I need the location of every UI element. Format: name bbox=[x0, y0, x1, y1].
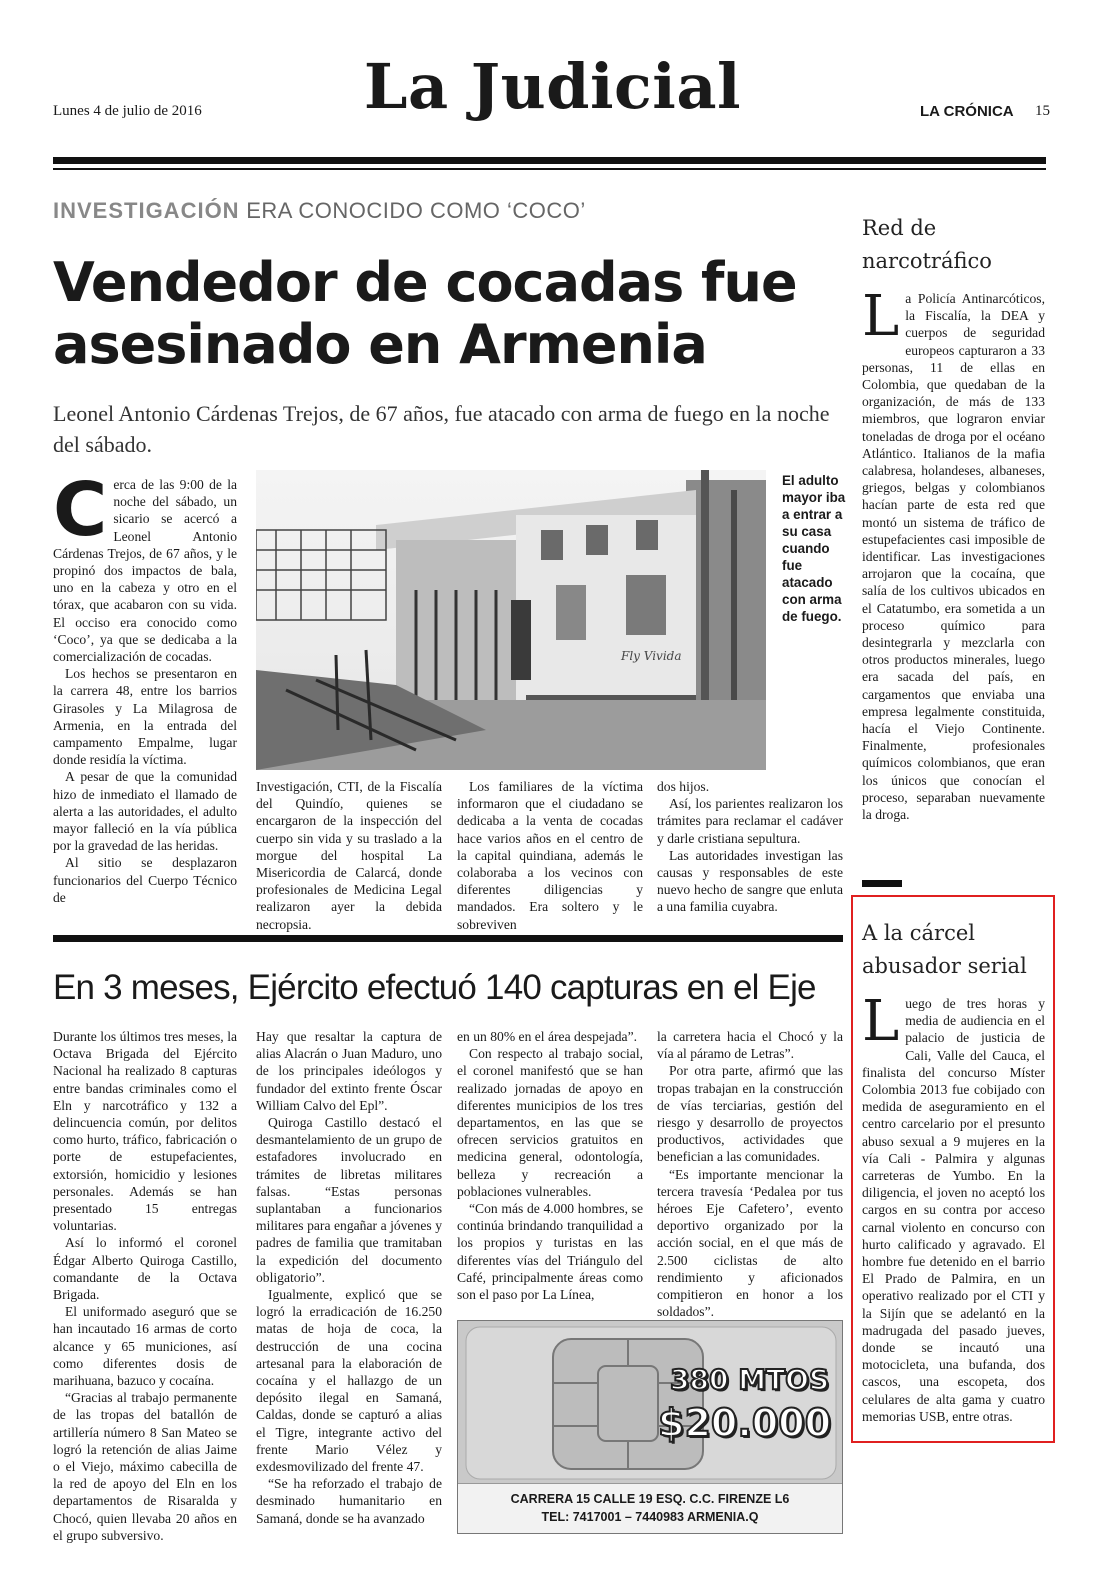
house-photo-illustration bbox=[256, 470, 766, 770]
paragraph: “Es importante mencionar la tercera travesía ‘Pedalea por tus héroes Eje Cafetero’, evento deportivo organizado por la acción social, en el que más de 2.500 ciclistas de alto rendimiento y aficionados compitieron en honor a los soldados”. bbox=[657, 1166, 843, 1320]
kicker-text: ERA CONOCIDO COMO ‘COCO’ bbox=[246, 198, 586, 223]
paragraph: Por otra parte, afirmó que las tropas trabajan en la construcción de vías terciarias, gestión del riesgo y desarrollo de proyectos productivos, actividades que benefician a las comunidades. bbox=[657, 1063, 843, 1165]
header-rule-thick bbox=[53, 157, 1046, 164]
ad-phone: TEL: 7417001 – 7440983 ARMENIA.Q bbox=[541, 1510, 759, 1524]
paragraph: Con respecto al trabajo social, el coronel manifestó que se han realizado jornadas de apoyo en diferentes municipios de los tres departamentos, en las que se ofrecen servicios gratuitos en medicina general, odontología, belleza y recreación a poblaciones vulnerables. bbox=[457, 1046, 643, 1199]
paragraph: Los familiares de la víctima informaron que el ciudadano se dedicaba a la venta de cocadas hace varios años en el centro de la capital quindiana, además le colaboraba a los vecinos con diferentes diligencias y mandados. Era soltero y le sobreviven bbox=[457, 779, 643, 932]
paragraph: en un 80% en el área despejada”. bbox=[457, 1029, 638, 1044]
section-title: La Judicial bbox=[363, 50, 742, 123]
dropcap: L bbox=[862, 989, 900, 1054]
paragraph: “Gracias al trabajo permanente de las tropas del batallón de artillería número 8 San Mateo se logró la retención de alias Jaime o el Viejo, máximo cabecilla de la red de apoyo del Eln en los departamentos de Risaralda y Chocó, quien llevaba 20 años en el grupo subversivo. bbox=[53, 1390, 237, 1543]
article-kicker bbox=[53, 198, 586, 224]
paragraph: Así, los parientes realizaron los trámites para reclamar el cadáver y darle cristiana sepultura. bbox=[657, 796, 843, 846]
paragraph: Igualmente, explicó que se logró la erradicación de 16.250 matas de hoja de coca, la destrucción de una cocina artesanal para la elaboración de cocaína y el hallazgo de un depósito ilegal en Samaná, Caldas, donde se capturó a alias el Tigre, integrante activo del frente Mario Vélez y exdesmovilizado del frente 47. bbox=[256, 1287, 442, 1475]
paragraph: Cerca de las 9:00 de la noche del sábado, un sicario se acercó a Leonel Antonio Cárdenas Trejos, de 67 años, y le propinó dos impactos de bala, uno en la cabeza y otro en el tórax, que acabaron con su vida. El occiso era conocido como ‘Coco’, ya que se dedicaba a la comercialización de cocadas. bbox=[53, 467, 237, 665]
publication-name: LA CRÓNICA bbox=[920, 103, 1014, 120]
issue-date: Lunes 4 de julio de 2016 bbox=[53, 103, 202, 119]
article-column-3 bbox=[457, 778, 643, 933]
page-number: 15 bbox=[1035, 103, 1050, 119]
advertisement[interactable] bbox=[457, 1320, 843, 1534]
headline-line-1: Vendedor de cocadas fue bbox=[53, 251, 797, 314]
article-column-2 bbox=[256, 778, 442, 933]
second-article-column-4 bbox=[657, 1028, 843, 1320]
paragraph: Las autoridades investigan las causas y responsables de este nuevo hecho de sangre que enluta a una familia cuyabra. bbox=[657, 847, 843, 915]
ad-address: CARRERA 15 CALLE 19 ESQ. C.C. FIRENZE L6 bbox=[510, 1492, 790, 1506]
paragraph: Hay que resaltar la captura de alias Alacrán o Juan Maduro, uno de los principales ideólogos y fundador del extinto frente Óscar William Calvo del Epl”. bbox=[256, 1029, 442, 1113]
article-column-4 bbox=[657, 778, 843, 916]
article-photo bbox=[256, 470, 766, 770]
paragraph: Investigación, CTI, de la Fiscalía del Quindío, quienes se encargaron de la inspección del cuerpo sin vida y su traslado a la morgue del hospital La Misericordia de Calarcá, donde profesionales de Medicina Legal realizaron ayer la debida necropsia. bbox=[256, 779, 442, 932]
paragraph: “Con más de 4.000 hombres, se continúa brindando tranquilidad a los propios y turistas en las diferentes vías del Triángulo del Café, principalmente áreas como son el paso por La Línea, bbox=[457, 1201, 643, 1303]
article-deck: Leonel Antonio Cárdenas Trejos, de 67 años, fue atacado con arma de fuego en la noche del sábado. bbox=[53, 401, 830, 457]
second-article-column-3 bbox=[457, 1028, 643, 1303]
sidebar-abusador-text: Luego de tres horas y media de audiencia en el palacio de justicia de Cali, Valle del Cauca, el finalista del concurso Míster Colombia 2013 fue cobijado con medida de aseguramiento en el centro carcelario por el presunto abuso sexual a 9 mujeres en la vía Cali - Palmira y algunas carreteras de Yumbo. En la diligencia, el joven no aceptó los cargos en su contra por acceso carnal violento en concurso con hurto calificado y agravado. El hombre fue detenido en el barrio El Prado de Palmira, en un operativo realizado por el CTI y la Sijín que se adelantó en la madrugada del pasado jueves, donde se incautó una motocicleta, una bufanda, dos cascos, una escopeta, dos celulares de alta gama y cuatro memorias USB, entre otras. bbox=[862, 989, 1045, 1424]
sidebar-title-abusador: A la cárcel abusador serial bbox=[862, 921, 1027, 978]
sidebar-title-narcotrafico: Red de narcotráfico bbox=[862, 216, 992, 273]
paragraph: la carretera hacia el Chocó y la vía al páramo de Letras”. bbox=[657, 1029, 843, 1062]
kicker-label: INVESTIGACIÓN bbox=[53, 198, 240, 223]
section-rule bbox=[53, 935, 843, 942]
paragraph: A pesar de que la comunidad hizo de inmediato el llamado de alerta a las autoridades, el adulto mayor falleció en la vía pública por la gravedad de las heridas. bbox=[53, 769, 237, 854]
headline-line-2: asesinado en Armenia bbox=[53, 313, 707, 376]
ad-contact-strip bbox=[458, 1483, 842, 1533]
paragraph: Quiroga Castillo destacó el desmantelamiento de un grupo de estafadores involucrado en trámites de libretas militares falsas. “Estas personas suplantaban a funcionarios militares para engañar a jóvenes y padres de familia que tramitaban la expedición del documento obligatorio”. bbox=[256, 1115, 442, 1285]
paragraph: El uniformado aseguró que se han incautado 16 armas de corto alcance y 65 municiones, así como diferentes dosis de marihuana, bazuco y cocaína. bbox=[53, 1304, 237, 1389]
dropcap: C bbox=[53, 467, 108, 553]
second-article-column-1 bbox=[53, 1028, 237, 1544]
graffiti-text: Fly Vivida bbox=[621, 649, 682, 663]
second-article-headline: En 3 meses, Ejército efectuó 140 capturas en el Eje bbox=[53, 968, 816, 1007]
paragraph: “Se ha reforzado el trabajo de desminado humanitario en Samaná, donde se ha avanzado bbox=[256, 1476, 442, 1526]
photo-caption: El adulto mayor iba a entrar a su casa cuando fue atacado con arma de fuego. bbox=[782, 473, 846, 624]
sidebar-divider bbox=[862, 880, 902, 887]
paragraph: Al sitio se desplazaron funcionarios del Cuerpo Técnico de bbox=[53, 855, 237, 905]
ad-headline: 380 MTOS bbox=[670, 1363, 830, 1396]
article-column-1 bbox=[53, 467, 237, 906]
article-headline bbox=[53, 252, 843, 376]
sidebar-narcotrafico-text: La Policía Antinarcóticos, la Fiscalía, la DEA y cuerpos de seguridad europeos capturaron a 33 personas, 11 de ellas en Colombia, que quedaban de la organización, de más de 133 miembros, que lograron enviar toneladas de droga por el océano Atlántico. Italianos de la mafia calabresa, holandeses, albaneses, griegos, belgas y colombianos hacían parte de esta red que montó un sistema de tráfico de estupefacientes casi imposible de identificar. Las investigaciones arrojaron que la cocaína, que salía de los cultivos ubicados en el Catatumbo, era sometida a un proceso químico para desintegrarla y mezclarla con otros productos minerales, luego era sacada del país, en cargamentos que enviaba una empresa legalmente constituida, hacía el Viejo Continente. Finalmente, profesionales químicos colombianos, que eran los únicos que conocían el proceso, separaban nuevamente la droga. bbox=[862, 284, 1045, 823]
paragraph: Así lo informó el coronel Édgar Alberto Quiroga Castillo, comandante de la Octava Brigada. bbox=[53, 1235, 237, 1303]
dropcap: L bbox=[862, 284, 900, 349]
paragraph: dos hijos. bbox=[657, 779, 710, 794]
second-article-column-2 bbox=[256, 1028, 442, 1527]
ad-price: $20.000 bbox=[658, 1401, 832, 1445]
paragraph: Los hechos se presentaron en la carrera 48, entre los barrios Girasoles y La Milagrosa de Armenia, en la entrada del campamento Empalme, lugar donde residía la víctima. bbox=[53, 666, 237, 768]
header-rule-thin bbox=[53, 168, 1046, 170]
paragraph: Durante los últimos tres meses, la Octava Brigada del Ejército Nacional ha realizado 8 capturas entre bandas criminales como el Eln y narcotráfico y 132 a delincuencia común, por delitos como hurto, tráfico, fabricación o porte de estupefacientes, extorsión, homicidio y lesiones personales. Además se han presentado 15 entregas voluntarias. bbox=[53, 1029, 237, 1234]
